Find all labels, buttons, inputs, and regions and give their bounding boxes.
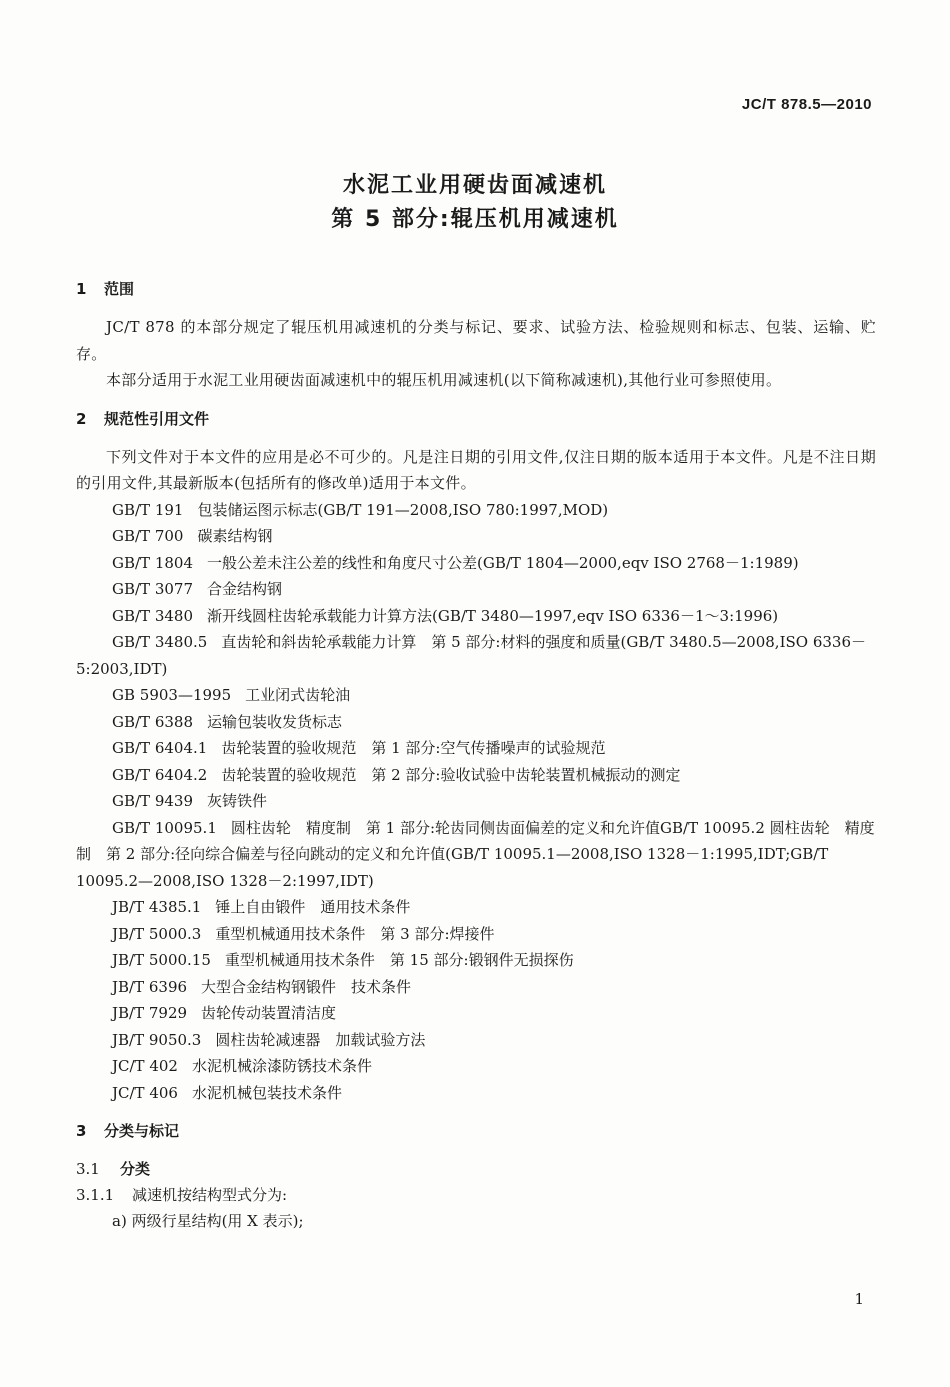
document-body (76, 276, 876, 1234)
reference-item: GB/T 6404.1 齿轮装置的验收规范 第 1 部分:空气传播噪声的试验规范 (112, 739, 606, 757)
reference-item: JB/T 5000.3 重型机械通用技术条件 第 3 部分:焊接件 (112, 924, 495, 943)
reference-item: GB/T 700 碳素结构钢 (112, 527, 273, 545)
reference-item: GB 5903—1995 工业闭式齿轮油 (112, 686, 351, 704)
reference-item: GB/T 10095.1 圆柱齿轮 精度制 第 1 部分:轮齿同侧齿面偏差的定义和允许值GB/T 10095.2 圆柱齿轮 精度制 第 2 部分:径向综合偏差与径向跳动的定义和允许值(GB/T 10095.1—2008,ISO 1328－1:1995,IDT;GB/T 10095.2—2008,ISO 1328－2:1997,IDT) (76, 818, 875, 890)
reference-item: JB/T 6396 大型合金结构钢锻件 技术条件 (112, 977, 412, 996)
reference-item: GB/T 3480 渐开线圆柱齿轮承载能力计算方法(GB/T 3480—1997,eqv ISO 6336－1～3:1996) (112, 606, 779, 625)
section-heading: 1 范围 (76, 280, 135, 298)
list-item: a) 两级行星结构(用 X 表示); (112, 1212, 304, 1230)
reference-item: GB/T 3480.5 直齿轮和斜齿轮承载能力计算 第 5 部分:材料的强度和质量(GB/T 3480.5—2008,ISO 6336－5:2003,IDT) (76, 633, 867, 678)
reference-item: JB/T 4385.1 锤上自由锻件 通用技术条件 (112, 898, 411, 916)
reference-item: JC/T 406 水泥机械包装技术条件 (112, 1083, 342, 1102)
paragraph: 下列文件对于本文件的应用是必不可少的。凡是注日期的引用文件,仅注日期的版本适用于本文件。凡是不注日期的引用文件,其最新版本(包括所有的修改单)适用于本文件。 (76, 447, 876, 492)
reference-item: GB/T 3077 合金结构钢 (112, 580, 283, 598)
clause: 3.1.1 减速机按结构型式分为: (76, 1186, 288, 1204)
reference-item: GB/T 6404.2 齿轮装置的验收规范 第 2 部分:验收试验中齿轮装置机械振动的测定 (112, 765, 681, 784)
reference-item: GB/T 9439 灰铸铁件 (112, 792, 268, 810)
standard-code: JC/T 878.5—2010 (741, 96, 872, 113)
reference-item: GB/T 1804 一般公差未注公差的线性和角度尺寸公差(GB/T 1804—2000,eqv ISO 2768－1:1989) (112, 553, 799, 572)
reference-item: JC/T 402 水泥机械涂漆防锈技术条件 (112, 1057, 372, 1075)
reference-item: GB/T 6388 运输包装收发货标志 (112, 712, 343, 731)
subsection-heading: 3.1 分类 (76, 1160, 151, 1178)
reference-item: JB/T 9050.3 圆柱齿轮减速器 加载试验方法 (112, 1030, 426, 1049)
section-heading: 2 规范性引用文件 (76, 409, 210, 428)
page-number: 1 (854, 1290, 864, 1308)
reference-item: JB/T 7929 齿轮传动装置清洁度 (112, 1004, 337, 1022)
document-title: 水泥工业用硬齿面减速机 (342, 173, 607, 198)
reference-item: GB/T 191 包装储运图示标志(GB/T 191—2008,ISO 780:1997,MOD) (112, 500, 609, 519)
paragraph: 本部分适用于水泥工业用硬齿面减速机中的辊压机用减速机(以下简称减速机),其他行业可参照使用。 (106, 371, 782, 389)
document-subtitle: 第 5 部分:辊压机用减速机 (331, 207, 619, 232)
section-heading: 3 分类与标记 (76, 1122, 180, 1140)
paragraph: JC/T 878 的本部分规定了辊压机用减速机的分类与标记、要求、试验方法、检验规则和标志、包装、运输、贮存。 (76, 318, 876, 363)
reference-item: JB/T 5000.15 重型机械通用技术条件 第 15 部分:锻钢件无损探伤 (112, 951, 574, 969)
